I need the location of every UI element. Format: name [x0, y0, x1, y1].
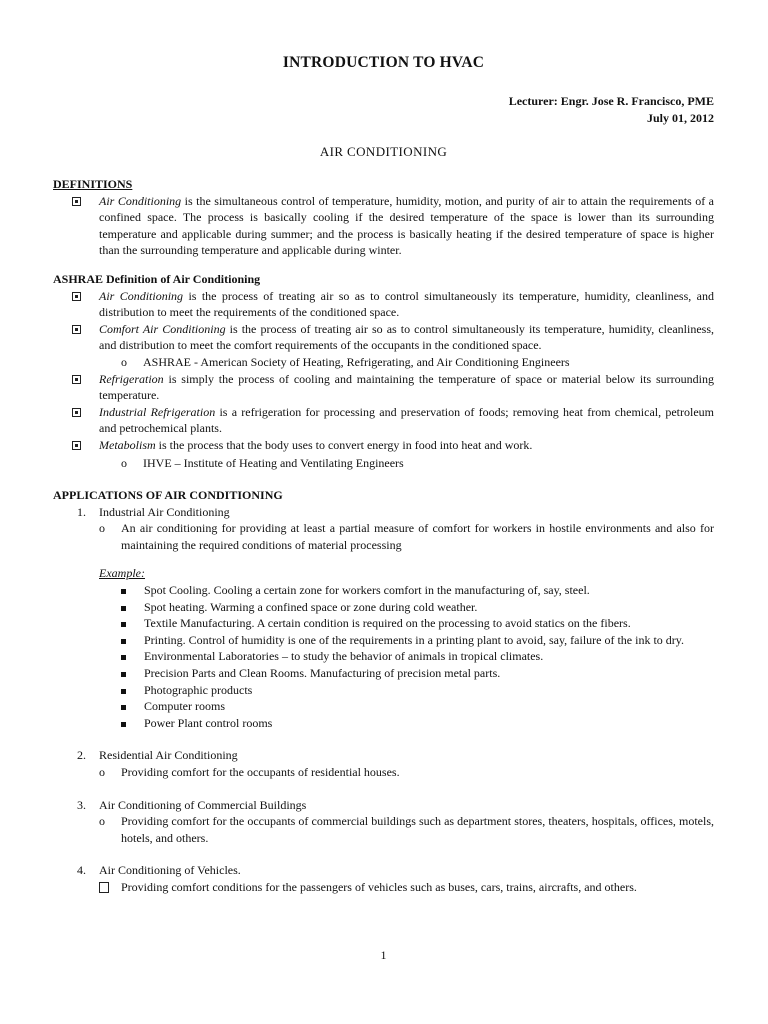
application-item [53, 504, 714, 521]
application-title: Air Conditioning of Commercial Buildings [99, 797, 307, 812]
ashrae-text: is the process of treating air so as to control simultaneously its temperature, humidity, cleanliness, and distribution to meet the comfort requirements of the occupants in the conditioned space. [99, 321, 714, 353]
applications-heading: APPLICATIONS OF AIR CONDITIONING [53, 488, 283, 503]
example-item-text: Precision Parts and Clean Rooms. Manufacturing of precision metal parts. [144, 666, 501, 681]
application-item [53, 747, 714, 764]
example-item [53, 599, 714, 616]
ashrae-subitem [53, 455, 714, 472]
example-item [53, 632, 714, 649]
ashrae-text: is the process that the body uses to convert energy in food into heat and work. [155, 437, 533, 452]
checkbox-bullet-icon [72, 325, 81, 334]
checkbox-bullet-icon [72, 408, 81, 417]
example-item-text: Environmental Laboratories – to study the behavior of animals in tropical climates. [144, 649, 544, 664]
ashrae-term: Air Conditioning [99, 288, 184, 303]
ashrae-item [53, 321, 714, 354]
square-bullet-icon [121, 655, 126, 660]
ashrae-term: Metabolism [99, 437, 156, 452]
example-item [53, 615, 714, 632]
application-title: Industrial Air Conditioning [99, 504, 230, 519]
application-description [53, 879, 714, 898]
sub-bullet-marker: o [121, 455, 127, 470]
application-description [53, 520, 714, 553]
square-bullet-icon [121, 722, 126, 727]
example-item-text: Printing. Control of humidity is one of the requirements in a printing plant to avoid, say, failure of the ink to dry. [144, 632, 685, 647]
definition-term: Air Conditioning [99, 193, 182, 208]
application-item [53, 797, 714, 814]
example-item-text: Power Plant control rooms [144, 715, 273, 730]
application-description-text: An air conditioning for providing at least a partial measure of comfort for workers in hostile environments and also for maintaining the required conditions of material processing [121, 521, 714, 552]
application-description [53, 813, 714, 846]
ashrae-term: Industrial Refrigeration [99, 404, 216, 419]
ashrae-item [53, 371, 714, 404]
sub-bullet-marker: o [99, 814, 105, 829]
application-description-text: Providing comfort for the occupants of commercial buildings such as department stores, theaters, hospitals, offices, motels, hotels, and others. [121, 814, 714, 845]
application-number: 2. [77, 748, 86, 763]
example-item-text: Spot heating. Warming a confined space or zone during cold weather. [144, 599, 478, 614]
example-item-text: Photographic products [144, 682, 253, 697]
ashrae-heading: ASHRAE Definition of Air Conditioning [53, 271, 261, 286]
definitions-heading: DEFINITIONS [53, 177, 133, 191]
ashrae-subitem [53, 354, 714, 371]
application-description [53, 764, 714, 781]
ashrae-item [53, 437, 714, 455]
example-item [53, 698, 714, 715]
square-bullet-icon [121, 639, 126, 644]
sub-bullet-marker: o [99, 765, 105, 779]
square-bullet-icon [121, 705, 126, 710]
application-description-text: Providing comfort conditions for the passengers of vehicles such as buses, cars, trains, aircrafts, and others. [121, 879, 637, 894]
application-number: 4. [77, 863, 86, 878]
example-item-text: Computer rooms [144, 699, 225, 714]
document-body [53, 176, 714, 898]
ashrae-subitem-text: ASHRAE - American Society of Heating, Refrigerating, and Air Conditioning Engineers [143, 354, 570, 369]
ashrae-text: is the process of treating air so as to control simultaneously its temperature, humidity, cleanliness, and distribution to meet the requirements of the conditioned space. [99, 288, 714, 320]
square-glyph-icon [99, 882, 109, 893]
example-list [53, 582, 714, 731]
example-item [53, 582, 714, 599]
date-line: July 01, 2012 [646, 111, 714, 125]
application-description-text: Providing comfort for the occupants of residential houses. [121, 765, 400, 779]
checkbox-bullet-icon [72, 441, 81, 450]
square-bullet-icon [121, 622, 126, 627]
ashrae-term: Refrigeration [99, 371, 164, 386]
sub-bullet-marker: o [121, 354, 127, 369]
checkbox-bullet-icon [72, 197, 81, 206]
example-label: Example: [99, 566, 145, 581]
square-bullet-icon [121, 606, 126, 611]
application-number: 3. [77, 797, 86, 812]
ashrae-text: is a refrigeration for processing and preservation of foods; removing heat from chemical, petroleum and petrochemical plants. [99, 404, 715, 436]
checkbox-bullet-icon [72, 292, 81, 301]
ashrae-subitem-text: IHVE – Institute of Heating and Ventilating Engineers [143, 455, 404, 470]
application-title: Residential Air Conditioning [99, 748, 238, 763]
example-item-text: Spot Cooling. Cooling a certain zone for workers comfort in the manufacturing of, say, steel. [144, 583, 590, 598]
checkbox-bullet-icon [72, 375, 81, 384]
application-item [53, 862, 714, 879]
application-number: 1. [77, 504, 86, 519]
ashrae-text: is simply the process of cooling and maintaining the temperature of space or material below its surrounding temperature. [99, 371, 714, 403]
ashrae-item [53, 404, 714, 437]
example-item [53, 665, 714, 682]
section-title: AIR CONDITIONING [319, 144, 448, 159]
example-item [53, 682, 714, 699]
application-title: Air Conditioning of Vehicles. [99, 863, 241, 878]
ashrae-item [53, 288, 714, 321]
square-bullet-icon [121, 589, 126, 594]
lecturer-line: Lecturer: Engr. Jose R. Francisco, PME [508, 94, 714, 108]
document-title: INTRODUCTION TO HVAC [282, 54, 485, 71]
square-bullet-icon [121, 689, 126, 694]
definition-item [53, 193, 714, 259]
example-item [53, 648, 714, 665]
example-item-text: Textile Manufacturing. A certain condition is required on the processing to avoid statics on the fibers. [144, 616, 631, 631]
sub-bullet-marker: o [99, 521, 105, 536]
definition-text: is the simultaneous control of temperature, humidity, motion, and purity of air to attain the requirements of a confined space. The process is basically cooling if the desired temperature of the space is lower than its surrounding temperature and applicable during summer; and the process is basically heating if the desired temperature of space is higher than the surrounding temperature and applicable during winter. [99, 193, 714, 258]
page-number: 1 [380, 948, 387, 962]
example-item [53, 715, 714, 732]
ashrae-term: Comfort Air Conditioning [99, 321, 226, 336]
square-bullet-icon [121, 672, 126, 677]
